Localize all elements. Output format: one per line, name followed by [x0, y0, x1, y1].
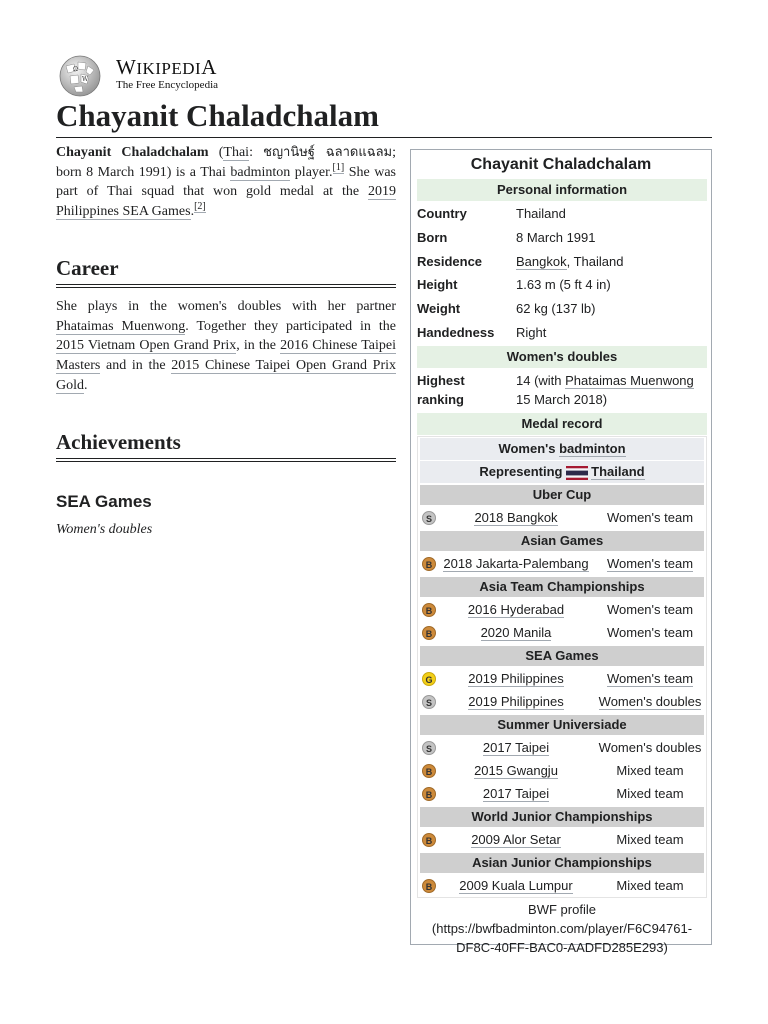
medal-category: Women's doubles: [598, 740, 702, 755]
medal-event-link[interactable]: [436, 668, 596, 690]
medal-section-header: World Junior Championships: [420, 807, 704, 827]
medal-event-link[interactable]: [436, 829, 596, 851]
row-key: Weight: [417, 301, 461, 316]
bronze-medal-icon: B: [422, 833, 436, 847]
born-text: ; born 8 March 1991) is a Thai: [56, 145, 397, 180]
medal-category: [596, 691, 704, 713]
medal-representing-line: [420, 461, 704, 483]
medal-category: Women's team: [606, 625, 694, 640]
medal-event-label[interactable]: 2016 Hyderabad: [467, 602, 565, 617]
medal-category: Women's team: [606, 602, 694, 617]
medal-event-label[interactable]: 2015 Gwangju: [474, 763, 558, 778]
career-text-3: , in the: [236, 338, 281, 354]
career-text-2: . Together they participated in the: [185, 318, 396, 334]
medal-event-label[interactable]: 2019 Philippines: [468, 671, 564, 686]
medal-event-label[interactable]: 2009 Alor Setar: [471, 832, 561, 847]
medal-section-header: Asia Team Championships: [420, 577, 704, 597]
partner-link[interactable]: Phataimas Muenwong: [56, 318, 186, 334]
reference-2-link[interactable]: [2]: [194, 201, 206, 213]
medal-category-link[interactable]: Women's team: [606, 556, 694, 571]
infobox: [410, 149, 712, 955]
medal-event-label[interactable]: 2019 Philippines: [468, 694, 564, 709]
medal-row: [420, 691, 704, 713]
medal-section-header: Asian Games: [420, 531, 704, 551]
row-value: Thailand: [516, 206, 566, 221]
medal-event-label[interactable]: 2017 Taipei: [482, 740, 550, 755]
medal-section-header: Asian Junior Championships: [420, 853, 704, 873]
womens-doubles-header: Women's doubles: [417, 346, 707, 368]
medal-row: [420, 507, 704, 529]
infobox-title: Chayanit Chaladchalam: [470, 156, 652, 173]
medal-category: Mixed team: [616, 763, 684, 778]
badminton-link[interactable]: badminton: [230, 164, 291, 180]
row-value: 62 kg (137 lb): [516, 301, 596, 316]
gold-medal-icon: G: [422, 672, 436, 686]
thai-language-link[interactable]: Thai: [223, 145, 250, 160]
wikipedia-wordmark[interactable]: WIKIPEDIA: [116, 55, 217, 79]
lead-text-2: She was part of Thai squad that won gold medal at the: [56, 164, 396, 200]
ranking-partner-link[interactable]: Phataimas Muenwong: [565, 373, 694, 388]
medal-event-link[interactable]: [436, 760, 596, 782]
medal-event-label[interactable]: 2018 Bangkok: [474, 510, 558, 525]
medal-event-link[interactable]: [436, 875, 596, 897]
row-key: Born: [417, 230, 448, 245]
sport-prefix: Women's: [498, 441, 560, 456]
medal-category: Women's team: [606, 510, 694, 525]
row-key: Residence: [417, 254, 483, 269]
achievements-heading-rule: [56, 458, 396, 462]
womens-doubles-caption: Women's doubles: [56, 522, 153, 537]
medal-section-header: Summer Universiade: [420, 715, 704, 735]
row-key: Handedness: [417, 325, 495, 340]
medal-row: [420, 553, 704, 575]
medal-row: [420, 783, 704, 805]
thai-name: ชญานิษฐ์ ฉลาดแฉลม: [263, 145, 393, 160]
chinese-taipei-open-link[interactable]: 2015 Chinese Taipei Open Grand Prix Gold: [56, 358, 396, 393]
thailand-country-link[interactable]: Thailand: [591, 464, 645, 479]
sea-games-2019-link[interactable]: 2019 Philippines SEA Games: [56, 184, 396, 220]
row-value: 1.63 m (5 ft 4 in): [516, 277, 611, 292]
personal-information-header: Personal information: [417, 179, 707, 201]
row-value: Right: [516, 325, 547, 340]
svg-text:Ω: Ω: [73, 66, 78, 73]
medal-row: [420, 760, 704, 782]
bronze-medal-icon: B: [422, 626, 436, 640]
medal-event-link[interactable]: [436, 737, 596, 759]
bronze-medal-icon: B: [422, 557, 436, 571]
medal-event-label[interactable]: 2009 Kuala Lumpur: [459, 878, 573, 893]
medal-event-link[interactable]: [436, 783, 596, 805]
ranking-post: 15 March 2018): [516, 392, 608, 407]
ranking-pre: 14 (with: [516, 373, 566, 388]
career-text-4: and in the: [100, 358, 172, 374]
bronze-medal-icon: B: [422, 764, 436, 778]
row-key: Country: [417, 206, 467, 221]
medal-category-link[interactable]: Women's doubles: [598, 694, 702, 709]
medal-row: [420, 599, 704, 621]
chinese-taipei-masters-link[interactable]: 2016 Chinese Taipei Masters: [56, 338, 396, 374]
medal-category: Mixed team: [616, 878, 684, 893]
bronze-medal-icon: B: [422, 787, 436, 801]
player-text: player.: [290, 164, 333, 180]
medal-row: [420, 875, 704, 897]
medal-event-label[interactable]: 2018 Jakarta-Palembang: [443, 556, 589, 571]
career-heading-rule: [56, 284, 396, 288]
title-divider: [56, 137, 712, 138]
sea-games-subheading: SEA Games: [56, 492, 152, 511]
career-text-5: .: [84, 377, 88, 393]
medal-category: [596, 668, 704, 690]
row-key: Highest ranking: [417, 373, 465, 407]
achievements-heading: Achievements: [56, 430, 181, 454]
vietnam-open-link[interactable]: 2015 Vietnam Open Grand Prix: [56, 338, 237, 354]
page-title: Chayanit Chaladchalam: [56, 98, 379, 133]
row-key: Height: [417, 277, 458, 292]
medal-category-link[interactable]: Women's team: [606, 671, 694, 686]
bangkok-link[interactable]: Bangkok: [516, 254, 567, 269]
medal-row: [420, 737, 704, 759]
badminton-sport-link[interactable]: badminton: [559, 441, 626, 456]
representing-label: Representing: [479, 464, 563, 479]
svg-text:W: W: [82, 76, 89, 83]
medal-event-link[interactable]: [436, 622, 596, 644]
medal-category: Mixed team: [616, 786, 684, 801]
infobox-row-highest-ranking: [417, 371, 707, 411]
bwf-profile-link[interactable]: BWF profile (https://bwfbadminton.com/player/F6C94761-DF8C-40FF-BAC0-AADFD285E293): [431, 902, 693, 955]
medal-row: [420, 622, 704, 644]
bronze-medal-icon: B: [422, 603, 436, 617]
medal-event-link[interactable]: [436, 553, 596, 575]
medal-section-header: Uber Cup: [420, 485, 704, 505]
medal-category: [596, 553, 704, 575]
silver-medal-icon: S: [422, 695, 436, 709]
lead-paragraph: Chayanit Chaladchalam (Thai: ชญานิษฐ์ ฉลาดแฉลม; born 8 March 1991) is a Thai badminton player.[1] She was part of Thai squad that won gold medal at the 2019 Philippines SEA Games.[2]: [56, 145, 397, 220]
medal-row: [420, 829, 704, 851]
row-value: 8 March 1991: [516, 230, 596, 245]
medal-event-link[interactable]: [436, 599, 596, 621]
thailand-flag-icon: [566, 466, 588, 480]
reference-1-link[interactable]: [1]: [332, 162, 345, 174]
row-value: [516, 371, 711, 409]
silver-medal-icon: S: [422, 511, 436, 525]
career-text-1: She plays in the women's doubles with her partner: [56, 299, 396, 314]
career-heading: Career: [56, 256, 119, 280]
medal-event-link[interactable]: [436, 691, 596, 713]
medal-event-label[interactable]: 2020 Manila: [480, 625, 552, 640]
wikipedia-globe-logo[interactable]: [56, 54, 104, 98]
lead-subject-name: Chayanit Chaladchalam: [56, 145, 209, 160]
medal-event-link[interactable]: [436, 507, 596, 529]
medal-section-header: SEA Games: [420, 646, 704, 666]
medal-event-label[interactable]: 2017 Taipei: [482, 786, 550, 801]
silver-medal-icon: S: [422, 741, 436, 755]
residence-rest: , Thailand: [566, 254, 624, 269]
wikipedia-tagline: The Free Encyclopedia: [116, 79, 219, 91]
medal-category: Mixed team: [616, 832, 684, 847]
bronze-medal-icon: B: [422, 879, 436, 893]
medal-record-header: Medal record: [417, 413, 707, 435]
medal-row: [420, 668, 704, 690]
medal-sport-line: [420, 438, 704, 460]
row-value: [516, 252, 711, 271]
career-paragraph: [56, 297, 396, 396]
